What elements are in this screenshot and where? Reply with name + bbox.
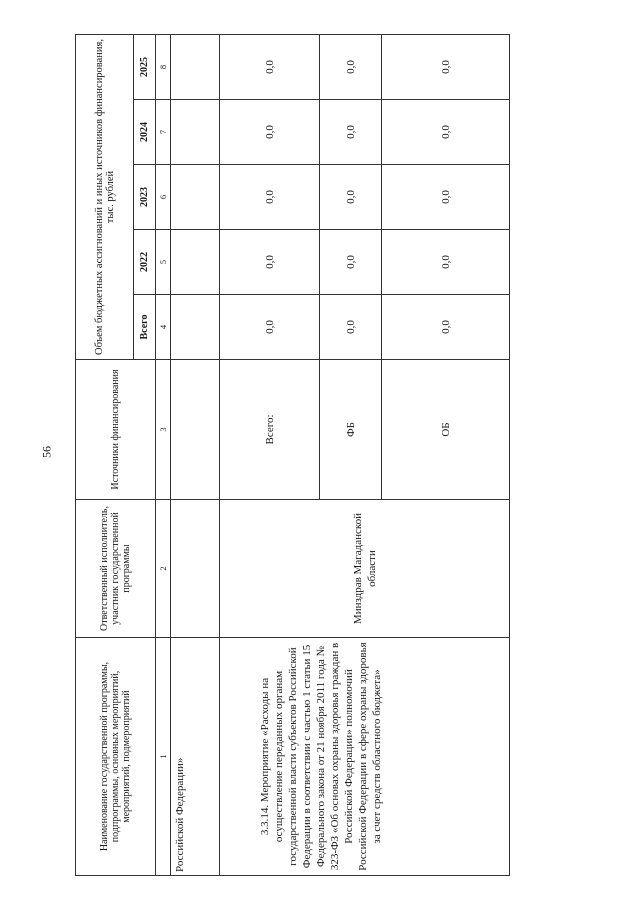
source-cell: ОБ: [382, 360, 510, 500]
header-name: Наименование государственной программы, подпрограммы, основных мероприятий, мероприятий, подмероприятий: [76, 638, 156, 876]
column-number: 1: [156, 638, 171, 876]
value-cell: 0,0: [320, 100, 382, 165]
header-volume: Объем бюджетных ассигнований и иных источников финансирования, тыс. рублей: [76, 35, 134, 360]
value-cell: 0,0: [320, 35, 382, 100]
column-number: 4: [156, 295, 171, 360]
activity-responsible: Минздрав Магаданской области: [220, 500, 510, 638]
header-responsible: Ответственный исполнитель, участник государственной программы: [76, 500, 156, 638]
column-number: 3: [156, 360, 171, 500]
financing-table-rotated: [75, 34, 505, 876]
value-cell: 0,0: [220, 35, 320, 100]
header-year-2025: 2025: [134, 35, 156, 100]
header-year-2024: 2024: [134, 100, 156, 165]
column-number: 7: [156, 100, 171, 165]
source-cell: Всего:: [220, 360, 320, 500]
value-cell: 0,0: [382, 35, 510, 100]
page-number: 56: [39, 446, 54, 458]
column-number: 5: [156, 230, 171, 295]
value-cell: 0,0: [220, 230, 320, 295]
row-name: Российской Федерации»: [171, 638, 220, 876]
value-cell: 0,0: [220, 100, 320, 165]
header-year-2022: 2022: [134, 230, 156, 295]
header-year-2023: 2023: [134, 165, 156, 230]
column-number: 2: [156, 500, 171, 638]
value-cell: 0,0: [220, 295, 320, 360]
financing-table: [75, 34, 510, 876]
value-cell: 0,0: [382, 230, 510, 295]
value-cell: 0,0: [382, 295, 510, 360]
value-cell: 0,0: [320, 165, 382, 230]
activity-name: 3.3.14. Мероприятие «Расходы на осуществление переданных органам государственной власти субъектов Российской Федерации в соответствии с частью 1 статьи 15 Федерального закона от 21 ноября 2011 года № 323-ФЗ «Об основах охраны здоровья граждан в Российской Федерации» полномочий Российской Федерации в сфере охраны здоровья за счет средств областного бюджета»: [220, 638, 510, 876]
header-year-total: Всего: [134, 295, 156, 360]
value-cell: 0,0: [382, 165, 510, 230]
column-number: 6: [156, 165, 171, 230]
value-cell: 0,0: [320, 230, 382, 295]
source-cell: ФБ: [320, 360, 382, 500]
value-cell: 0,0: [220, 165, 320, 230]
table-row-previous: [171, 35, 220, 876]
column-number: 8: [156, 35, 171, 100]
value-cell: 0,0: [320, 295, 382, 360]
value-cell: 0,0: [382, 100, 510, 165]
table-row: [220, 35, 320, 876]
header-sources: Источники финансирования: [76, 360, 156, 500]
